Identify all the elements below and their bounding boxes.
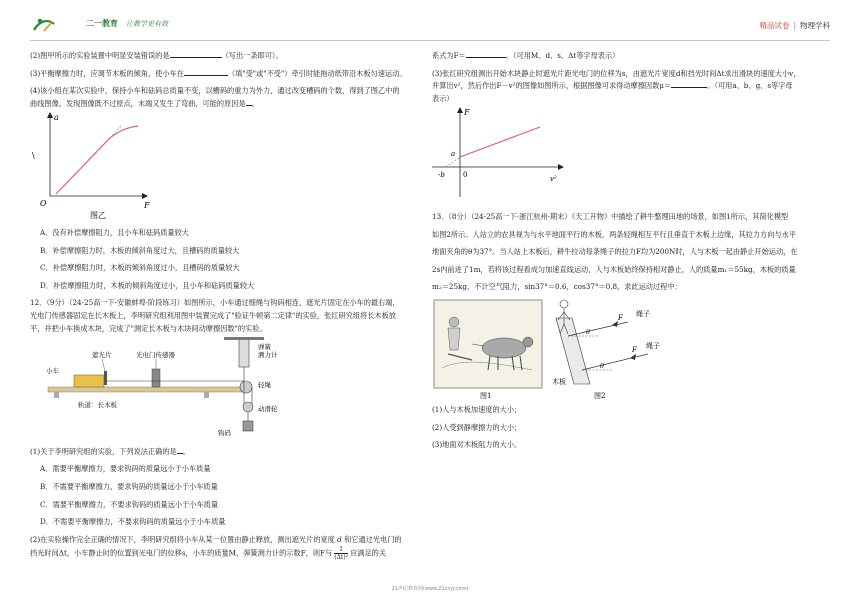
spring-scale <box>239 339 249 367</box>
header-subject: 物理学科 <box>800 21 830 30</box>
figure-12-apparatus <box>44 335 284 441</box>
q13-stem-line5: m₂＝25kg，不计空气阻力，sin37°＝0.6，cos37°＝0.8，求此运动过程中： <box>432 282 682 292</box>
q13-stem-line2: 如图2所示。人站立的农具视为与水平地面平行的木板，两条轻绳相互平行且垂直于木板上边缘，其拉力方向与水平 <box>432 229 796 239</box>
figure-2-theta1: θ <box>586 327 590 336</box>
q13-part3: (3)地面对木板阻力的大小。 <box>432 440 522 450</box>
label-rope: 轻绳 <box>258 381 271 390</box>
label-car: 小车 <box>46 367 59 376</box>
q12-part2-line1: (2)在实验操作完全正确的情况下，李明研究组将小车从某一位置由静止释放，测出遮光片的宽度 d 和它通过光电门的 <box>30 534 402 544</box>
figure-b-y-label: a <box>54 113 59 123</box>
q12-stem-line3: 平，并把小车换成木块，完成了"测定长木板与木块间动摩擦因数"的实验。 <box>30 323 267 333</box>
q13-stem-line4: 2s内前进了1m，若将该过程看成匀加速直线运动，人与木板始终保持相对静止，人的质量m₁＝55kg，木板的质量 <box>432 264 796 274</box>
photogate <box>152 369 160 387</box>
q12-stem-line1: 12．（9分）（24-25高一下·安徽蚌埠·阶段练习）如图所示，小车通过细绳与钩码相连，遮光片固定在小车的最右端， <box>30 298 400 308</box>
figure-b-origin: O <box>40 199 47 209</box>
q12-part2-line3: 系式为F＝ 。（可用M、d、s、Δt等字母表示） <box>432 51 620 60</box>
car-block <box>74 375 104 387</box>
q13-part1: (1)人与木板加速度的大小； <box>432 404 522 414</box>
page-header <box>30 14 830 41</box>
figure-2-theta2: θ <box>600 361 604 370</box>
q12-part3-line3: 表示） <box>432 93 454 103</box>
header-right: 精品试卷 | 物理学科 <box>759 21 830 30</box>
figure-c-y-label: F <box>464 108 470 118</box>
figure-1-caption: 图1 <box>480 391 492 400</box>
q12-part3-line2: 并算出v²，然后作出F－v²的图像如图所示，根据图像可求得动摩擦因数μ＝ 。（可用a、b、g、s等字母 <box>432 81 793 91</box>
label-hook: 钩码 <box>218 429 231 438</box>
q12-part2-line2: 挡光时间Δt，小车静止时的位置到光电门的位移s，小车的质量M，弹簧测力计的示数F，则F与 $\frac{1}{\text{(Δt)²}}$ 应满足的关 <box>30 546 387 562</box>
figure-2-caption: 图2 <box>594 391 606 400</box>
logo-text: 二一教育 <box>86 19 118 28</box>
q11-option-a: A．没有补偿摩擦阻力，且小车和砝码质量较大 <box>40 227 189 237</box>
hook-weight <box>243 421 253 431</box>
q12-option-a: A．需要平衡摩擦力，要求钩码的质量远小于小车质量 <box>40 464 211 474</box>
page-footer: 21世纪教育网(www.21cnjy.com) <box>391 586 469 592</box>
q11-option-b: B．补偿摩擦阻力时，木板的倾斜角度过大，且槽码的质量较大 <box>40 245 240 255</box>
figure-c-x-label: v² <box>550 175 557 184</box>
q11-part4-line2: 曲线图像。发现图像既不过原点，末端又发生了弯曲，可能的原因是 。 <box>30 98 259 108</box>
q12-option-c: C．需要平衡摩擦力，不要求钩码的质量远小于小车质量 <box>40 499 219 509</box>
q13-part2: (2)人受到静摩擦力的大小； <box>432 422 522 432</box>
label-spring1: 弹簧 <box>258 343 271 352</box>
figure-2-force-f2: F <box>632 345 637 354</box>
q11-option-d: D．补偿摩擦阻力时，木板的倾斜角度过小，且小车和砝码质量较大 <box>40 280 255 290</box>
figure-c-extension <box>446 157 460 167</box>
q12-stem-line2: 光电门传感器固定在长木板上，李明研究组利用图中装置完成了"验证牛顿第二定律"的实验，张红研究组将长木板放 <box>30 310 396 320</box>
label-pulley: 动滑轮 <box>258 405 278 414</box>
header-slogan: 让教学更有效 <box>126 20 168 28</box>
label-gate: 光电门传感器 <box>136 351 175 360</box>
q12-option-d: D．不需要平衡摩擦力，不要求钩码的质量远小于小车质量 <box>40 517 226 527</box>
q13-stem-line1: 13．（8分）（24-25高一下·浙江杭州·期末）《天工开物》中描绘了耕牛整理田地的场景，如图1所示，其简化模型 <box>432 211 789 221</box>
shade-plate <box>104 371 107 385</box>
figure-c-b: -b <box>438 171 445 180</box>
q12-part1: (1)关于李明研究组的实验，下列说法正确的是 。 <box>30 446 190 456</box>
label-track: 轨道：长木板 <box>78 401 117 410</box>
figure-2-board <box>556 318 590 384</box>
fixed-pulley <box>240 381 252 393</box>
figure-b-curve <box>56 126 138 194</box>
figure-2-force-f1: F <box>618 313 623 322</box>
label-spring2: 测力计 <box>258 351 278 360</box>
figure-2-rope-label-2: 绳子 <box>646 341 660 350</box>
q11-part4-line1: (4)该小组在某次实验中，保持小车和砝码总质量不变，以槽码的重力为外力，通过改变槽码的个数，得到了图乙中的 <box>30 86 400 96</box>
logo-icon <box>30 16 82 34</box>
q13-stem-line3: 地面夹角的θ为37°。当人站上木板后，耕牛拉动每条绳子的拉力F均为200N时，人与木板一起由静止开始运动，在 <box>432 247 798 257</box>
figure-c-a: a <box>451 150 456 159</box>
q12-part3-line1: (3)张红研究组测出开始木块静止时遮光片距光电门的位移为s，由遮光片宽度d和挡光时间Δt求出滑块的速度大小v， <box>432 68 801 78</box>
q13-figures <box>432 298 830 404</box>
figure-b-mark: \ <box>32 151 35 161</box>
label-shade: 遮光片 <box>92 351 112 360</box>
figure-c-graph <box>432 105 592 201</box>
right-column <box>432 50 830 452</box>
q11-part2: (2)图甲所示的实验装置中明显安装错误的是 （写出一条即可）。 <box>30 51 283 60</box>
figure-2-rope-label: 绳子 <box>636 309 650 318</box>
figure-b-graph <box>30 110 170 222</box>
left-column <box>30 50 430 561</box>
figure-2-diagram <box>542 298 672 402</box>
q11-part3: (3)平衡摩擦力时，应调节木板的倾角，使小车在 （填"受"或"不受"）牵引时能拖动纸带沿木板匀速运动。 <box>30 68 407 78</box>
figure-c-line <box>460 127 540 157</box>
moving-pulley <box>243 402 253 412</box>
figure-2-board-label: 木板 <box>552 377 566 386</box>
figure-c-origin: 0 <box>463 171 468 180</box>
figure-1-illustration <box>432 298 548 402</box>
figure-b-x-label: F <box>144 201 150 211</box>
q11-option-c: C．补偿摩擦阻力时，木板的倾斜角度过小，且槽码的质量较大 <box>40 263 240 273</box>
header-label: 精品试卷 <box>759 21 790 30</box>
q12-option-b: B．不需要平衡摩擦力，要求钩码的质量远小于小车质量 <box>40 481 218 491</box>
figure-b-caption: 图乙 <box>90 211 106 221</box>
